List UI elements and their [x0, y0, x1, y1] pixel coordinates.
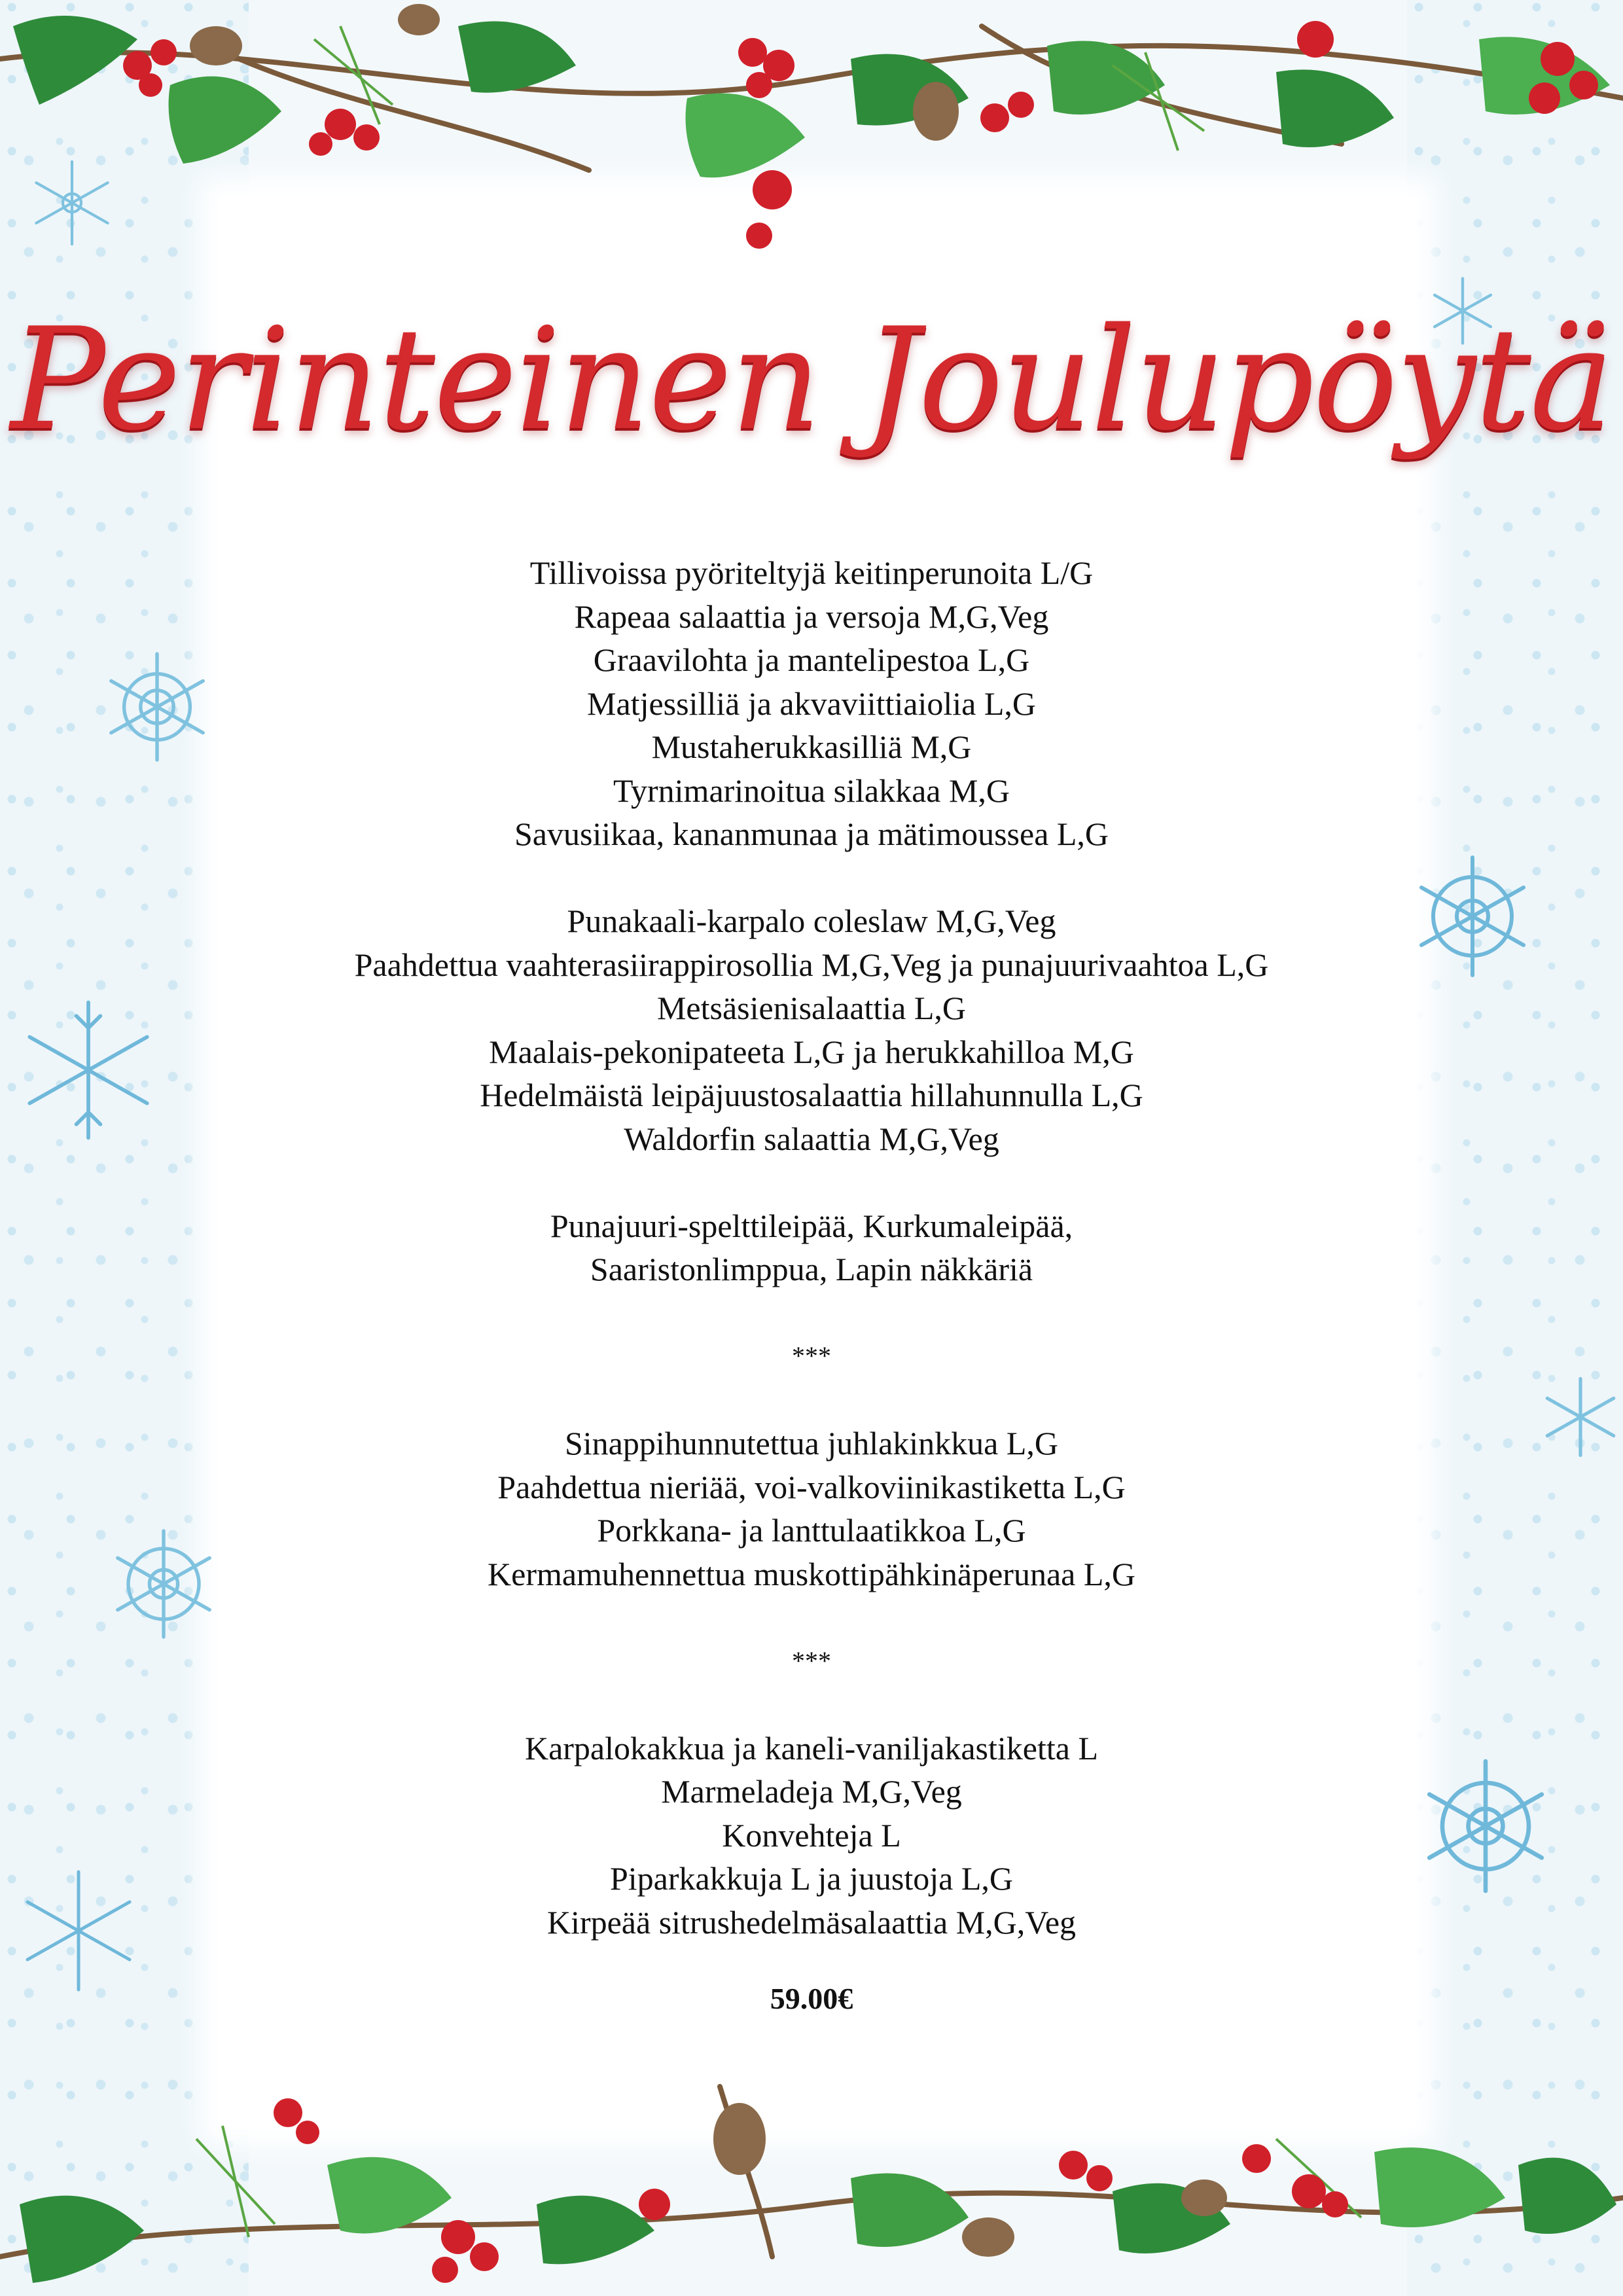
menu-item: Paahdettua nieriää, voi-valkoviinikastiketta L,G — [497, 1468, 1126, 1505]
menu-item: Karpalokakkua ja kaneli-vaniljakastiketta L — [524, 1729, 1099, 1767]
menu-item: Porkkana- ja lanttulaatikkoa L,G — [597, 1512, 1026, 1549]
holly-garland-bottom — [0, 2008, 1623, 2296]
menu-item: Metsäsienisalaattia L,G — [656, 990, 967, 1026]
menu-list — [0, 551, 1623, 1944]
menu-item: Konvehteja L — [722, 1816, 901, 1854]
menu-item: Matjessilliä ja akvaviittiaiolia L,G — [587, 685, 1036, 722]
menu-item: Kermamuhennettua muskottipähkinäperunaa L,G — [488, 1555, 1135, 1592]
section-separator: *** — [792, 1645, 831, 1676]
menu-section-desserts — [0, 1727, 1623, 1945]
menu-item: Marmeladeja M,G,Veg — [661, 1773, 962, 1810]
menu-item: Mustaherukkasilliä M,G — [651, 728, 972, 765]
menu-item: Tyrnimarinoitua silakkaa M,G — [613, 772, 1010, 809]
menu-section-mains — [0, 1422, 1623, 1596]
menu-item: Paahdettua vaahterasiirappirosollia M,G,Veg ja punajuurivaahtoa L,G — [354, 946, 1269, 983]
menu-section-breads — [0, 1204, 1623, 1291]
section-separator: *** — [792, 1341, 831, 1371]
menu-item: Tillivoissa pyöriteltyjä keitinperunoita L/G — [529, 554, 1094, 591]
menu-item: Saaristonlimppua, Lapin näkkäriä — [590, 1251, 1033, 1287]
menu-section-salads — [0, 899, 1623, 1160]
menu-item: Maalais-pekonipateeta L,G ja herukkahilloa M,G — [489, 1033, 1134, 1070]
menu-section-starters — [0, 551, 1623, 856]
menu-item: Piparkakkuja L ja juustoja L,G — [609, 1860, 1014, 1897]
menu-title: Perinteinen Joulupöytä — [10, 297, 1613, 461]
menu-item: Waldorfin salaattia M,G,Veg — [624, 1120, 999, 1157]
menu-item: Hedelmäistä leipäjuustosalaattia hillahunnulla L,G — [480, 1077, 1143, 1113]
menu-price: 59.00€ — [770, 1982, 853, 2015]
menu-item: Punakaali-karpalo coleslaw M,G,Veg — [567, 903, 1056, 939]
menu-item: Savusiikaa, kananmunaa ja mätimoussea L,G — [514, 816, 1109, 852]
menu-item: Sinappihunnutettua juhlakinkkua L,G — [564, 1425, 1059, 1462]
menu-item: Punajuuri-spelttileipää, Kurkumaleipää, — [550, 1207, 1073, 1244]
holly-garland-top — [0, 0, 1623, 288]
menu-item: Kirpeää sitrushedelmäsalaattia M,G,Veg — [546, 1903, 1077, 1941]
menu-item: Rapeaa salaattia ja versoja M,G,Veg — [574, 598, 1049, 635]
menu-item: Graavilohta ja mantelipestoa L,G — [593, 641, 1030, 678]
